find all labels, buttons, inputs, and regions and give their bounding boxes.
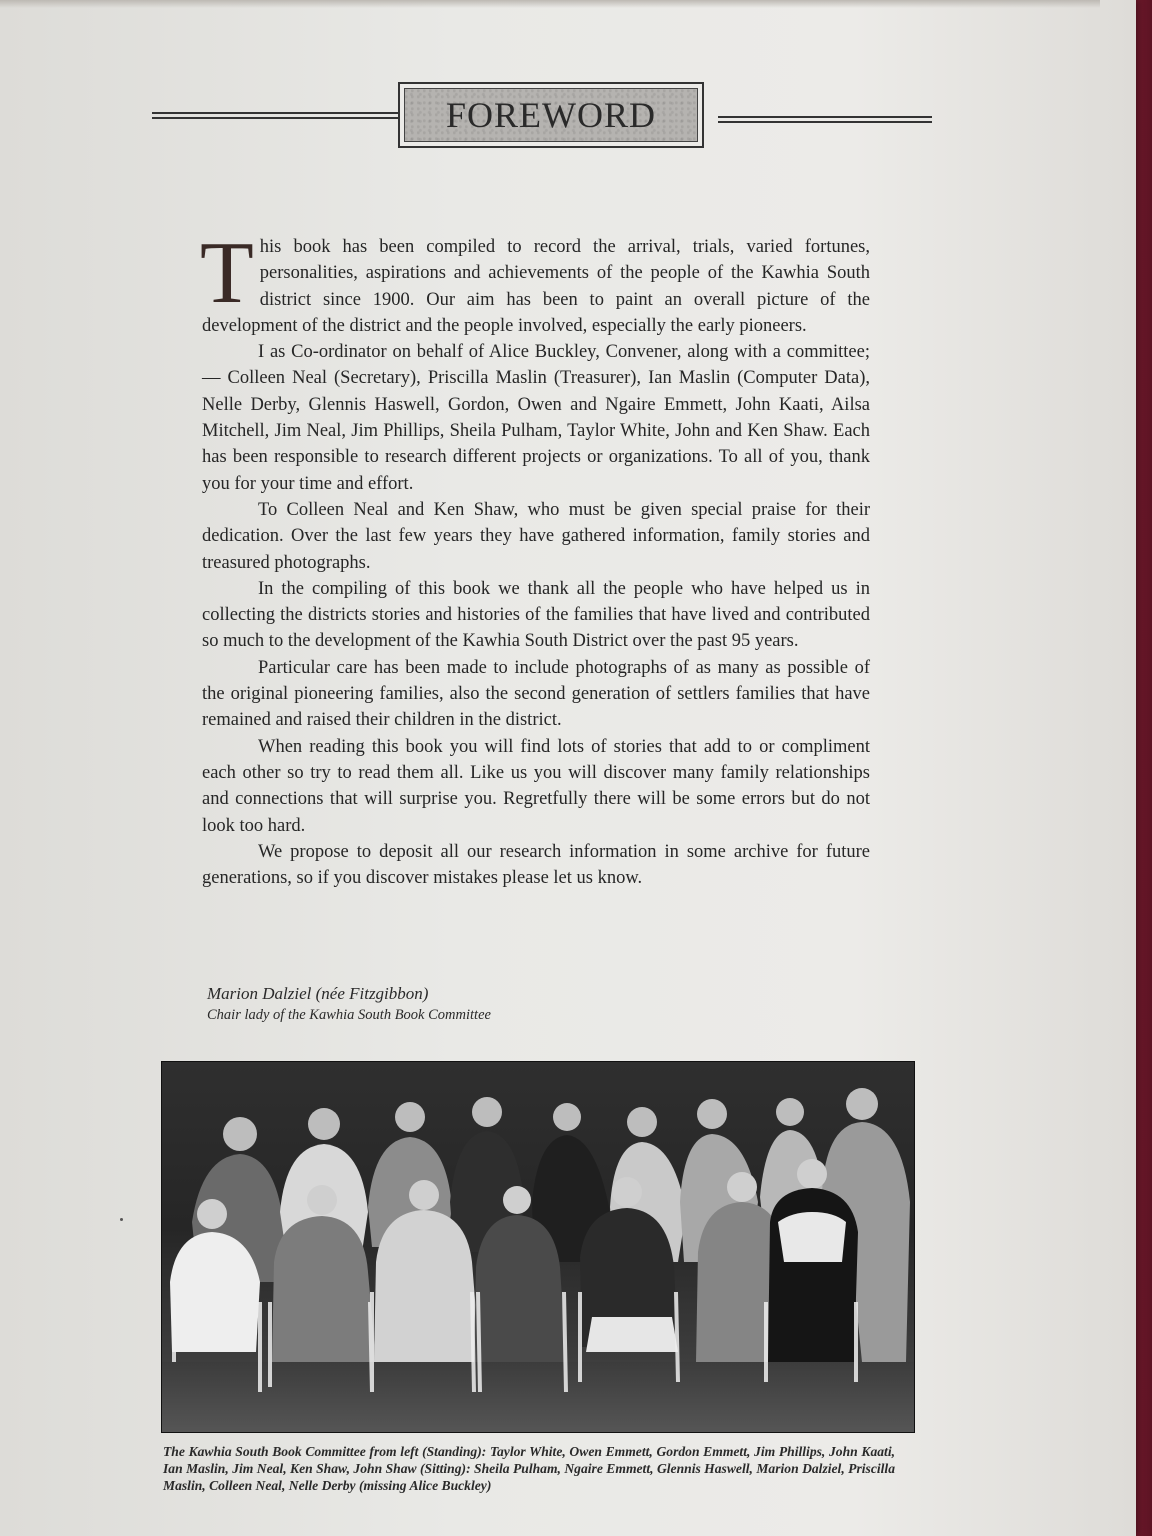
foreword-paragraph-2: I as Co-ordinator on behalf of Alice Buckley, Convener, along with a committee;— Colleen Neal (Secretary), Priscilla Maslin (Treasurer), Ian Maslin (Computer Data), Nelle Derby, Glennis Haswell, Gordon, Owen and Ngaire Emmett, John Kaati, Ailsa Mitchell, Jim Neal, Jim Phillips, Sheila Pulham, Taylor White, John and Ken Shaw. Each has been responsible to research different projects or organizations. To all of you, thank you for your time and effort. xyxy=(202,342,870,494)
foreword-paragraph-6: When reading this book you will find lots of stories that add to or compliment each other so try to read them all. Like us you will discover many family relationships and connections that will surprise you. Regretfully there will be some errors but do not look too hard. xyxy=(202,736,870,836)
heading-plate xyxy=(404,88,698,142)
page-speck xyxy=(120,1218,123,1221)
foreword-paragraph-3: To Colleen Neal and Ken Shaw, who must be given special praise for their dedication. Over the last few years they have gathered information, family stories and treasured photographs. xyxy=(202,499,870,573)
photo-caption: The Kawhia South Book Committee from left (Standing): Taylor White, Owen Emmett, Gordon Emmett, Jim Phillips, John Kaati, Ian Maslin, Jim Neal, Ken Shaw, John Shaw (Sitting): Sheila Pulham, Ngaire Emmett, Glennis Haswell, Marion Dalziel, Priscilla Maslin, Colleen Neal, Nelle Derby (missing Alice Buckley) xyxy=(163,1444,895,1493)
signature-block xyxy=(207,983,491,1025)
group-photo-illustration xyxy=(162,1062,914,1432)
heading-frame xyxy=(398,82,704,148)
page-title: FOREWORD xyxy=(445,95,656,135)
foreword-paragraph-5: Particular care has been made to include photographs of as many as possible of the original pioneering families, also the second generation of settlers families that have remained and raised their children in the district. xyxy=(202,657,870,731)
page-shadow xyxy=(0,0,1100,8)
committee-photo xyxy=(161,1061,915,1433)
foreword-body xyxy=(200,225,870,891)
foreword-paragraph-1 xyxy=(200,225,870,339)
signature-name: Marion Dalziel (née Fitzgibbon) xyxy=(207,984,429,1003)
heading-rule-left xyxy=(152,112,398,119)
drop-cap: T xyxy=(200,225,254,322)
paragraph-text: his book has been compiled to record the arrival, trials, varied fortunes, personalities, aspirations and achievements of the people of the Kawhia South district since 1900. Our aim has been to paint an overall picture of the development of the district and the people involved, especially the early pioneers. xyxy=(202,237,870,336)
foreword-paragraph-4: In the compiling of this book we thank all the people who have helped us in collecting the districts stories and histories of the families that have lived and contributed so much to the development of the Kawhia South District over the past 95 years. xyxy=(202,578,870,652)
signature-role: Chair lady of the Kawhia South Book Committee xyxy=(207,1007,491,1023)
foreword-paragraph-7: We propose to deposit all our research information in some archive for future generations, so if you discover mistakes please let us know. xyxy=(202,841,870,889)
heading-rule-right xyxy=(718,116,932,123)
